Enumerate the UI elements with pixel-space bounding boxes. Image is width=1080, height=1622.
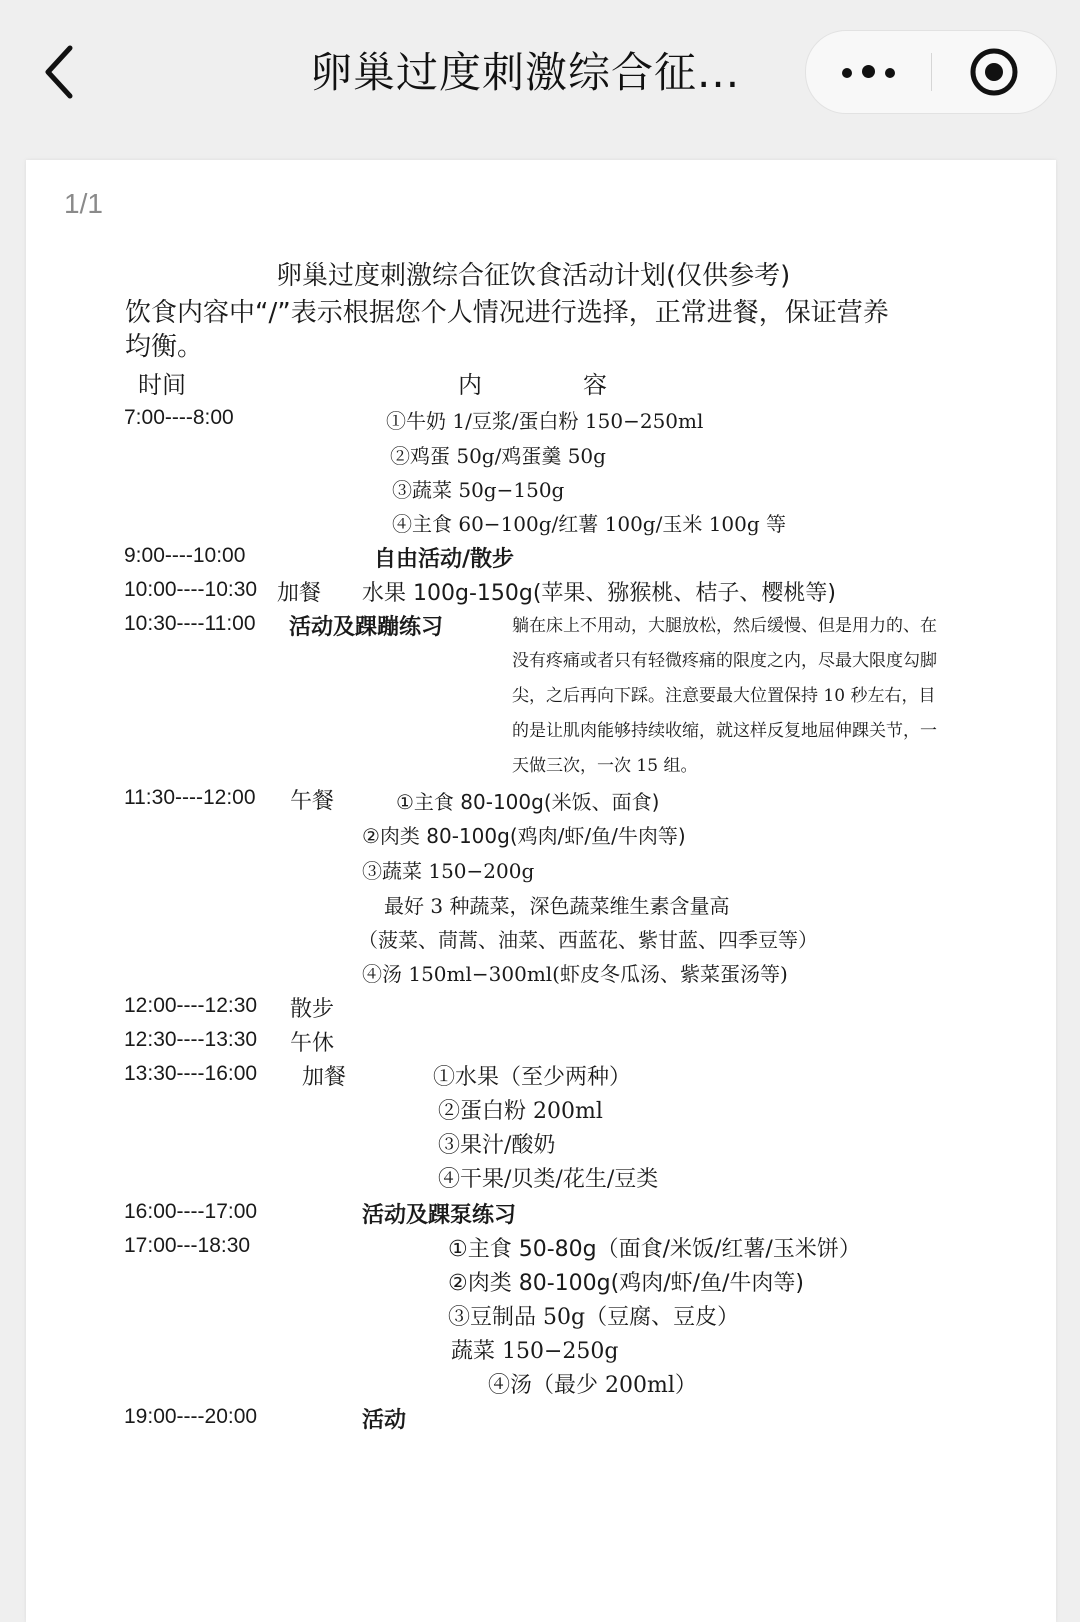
page-indicator: 1/1 [64,188,103,219]
activity-label: 活动及踝蹦练习 [289,615,444,640]
list-item: （菠菜、茼蒿、油菜、西蓝花、紫甘蓝、四季豆等） [358,928,818,952]
activity-label: 散步 [290,997,335,1022]
list-item: ④主食 60−100g/红薯 100g/玉米 100g 等 [392,512,787,536]
list-item: 最好 3 种蔬菜，深色蔬菜维生素含量高 [384,894,730,918]
instruction-line: 躺在床上不用动，大腿放松，然后缓慢、但是用力的、在 [512,616,937,636]
mini-program-capsule [805,30,1057,114]
time-slot: 11:30----12:00 [124,786,256,809]
list-item: 蔬菜 150−250g [451,1339,619,1364]
intro-line-2: 均衡。 [125,332,204,362]
instruction-line: 天做三次，一次 15 组。 [512,756,698,776]
time-slot: 12:00----12:30 [124,994,258,1017]
list-item: ③豆制品 50g（豆腐、豆皮） [448,1305,740,1330]
intro-line-1: 饮食内容中“/”表示根据您个人情况进行选择，正常进餐，保证营养 [125,298,889,328]
header-content-1: 内 [458,371,482,399]
close-button[interactable] [931,31,1056,113]
meal-label: 加餐 [302,1065,347,1090]
meal-label: 午餐 [290,789,335,814]
list-item: ③果汁/酸奶 [438,1133,556,1158]
time-slot: 13:30----16:00 [124,1062,258,1085]
activity-label: 活动 [362,1408,407,1433]
list-item: ④干果/贝类/花生/豆类 [438,1167,659,1192]
nav-title: 卵巢过度刺激综合征... [310,48,741,97]
time-slot: 7:00----8:00 [124,406,234,429]
list-item: ②肉类 80-100g(鸡肉/虾/鱼/牛肉等) [362,824,686,848]
time-slot: 10:30----11:00 [124,612,256,635]
instruction-line: 尖，之后再向下踩。注意要最大位置保持 10 秒左右，目 [512,686,936,706]
time-slot: 19:00----20:00 [124,1405,258,1428]
list-item: ①主食 50-80g（面食/米饭/红薯/玉米饼） [448,1237,861,1262]
activity-label: 午休 [290,1031,335,1056]
chevron-left-icon [40,42,80,102]
list-item: ②肉类 80-100g(鸡肉/虾/鱼/牛肉等) [448,1271,805,1296]
time-slot: 9:00----10:00 [124,544,246,567]
header-time: 时间 [138,371,186,399]
time-slot: 10:00----10:30 [124,578,258,601]
activity-label: 自由活动/散步 [374,547,515,572]
list-item: ②鸡蛋 50g/鸡蛋羹 50g [390,444,606,468]
meal-content: 水果 100g-150g(苹果、猕猴桃、桔子、樱桃等) [362,581,837,606]
instruction-line: 的是让肌肉能够持续收缩，就这样反复地屈伸踝关节，一 [512,721,937,741]
meal-label: 加餐 [277,581,322,606]
more-button[interactable] [806,31,931,113]
time-slot: 16:00----17:00 [124,1200,258,1223]
time-slot: 17:00---18:30 [124,1234,251,1257]
list-item: ④汤 150ml−300ml(虾皮冬瓜汤、紫菜蛋汤等) [362,962,788,986]
list-item: ②蛋白粉 200ml [438,1099,603,1124]
doc-title: 卵巢过度刺激综合征饮食活动计划(仅供参考) [276,261,791,291]
more-dots-icon [837,63,900,82]
time-slot: 12:30----13:30 [124,1028,258,1051]
activity-label: 活动及踝泵练习 [362,1203,517,1228]
back-button[interactable] [40,42,80,102]
target-circle-icon [968,46,1020,98]
header-content-2: 容 [583,371,607,399]
list-item: ①水果（至少两种） [433,1065,632,1090]
list-item: ③蔬菜 50g−150g [392,478,565,502]
list-item: ③蔬菜 150−200g [362,859,535,883]
list-item: ①主食 80-100g(米饭、面食) [396,790,660,814]
top-nav-bar [0,0,1080,150]
instruction-line: 没有疼痛或者只有轻微疼痛的限度之内，尽最大限度勾脚 [512,651,937,671]
list-item: ①牛奶 1/豆浆/蛋白粉 150−250ml [386,409,704,433]
list-item: ④汤（最少 200ml） [488,1373,697,1398]
